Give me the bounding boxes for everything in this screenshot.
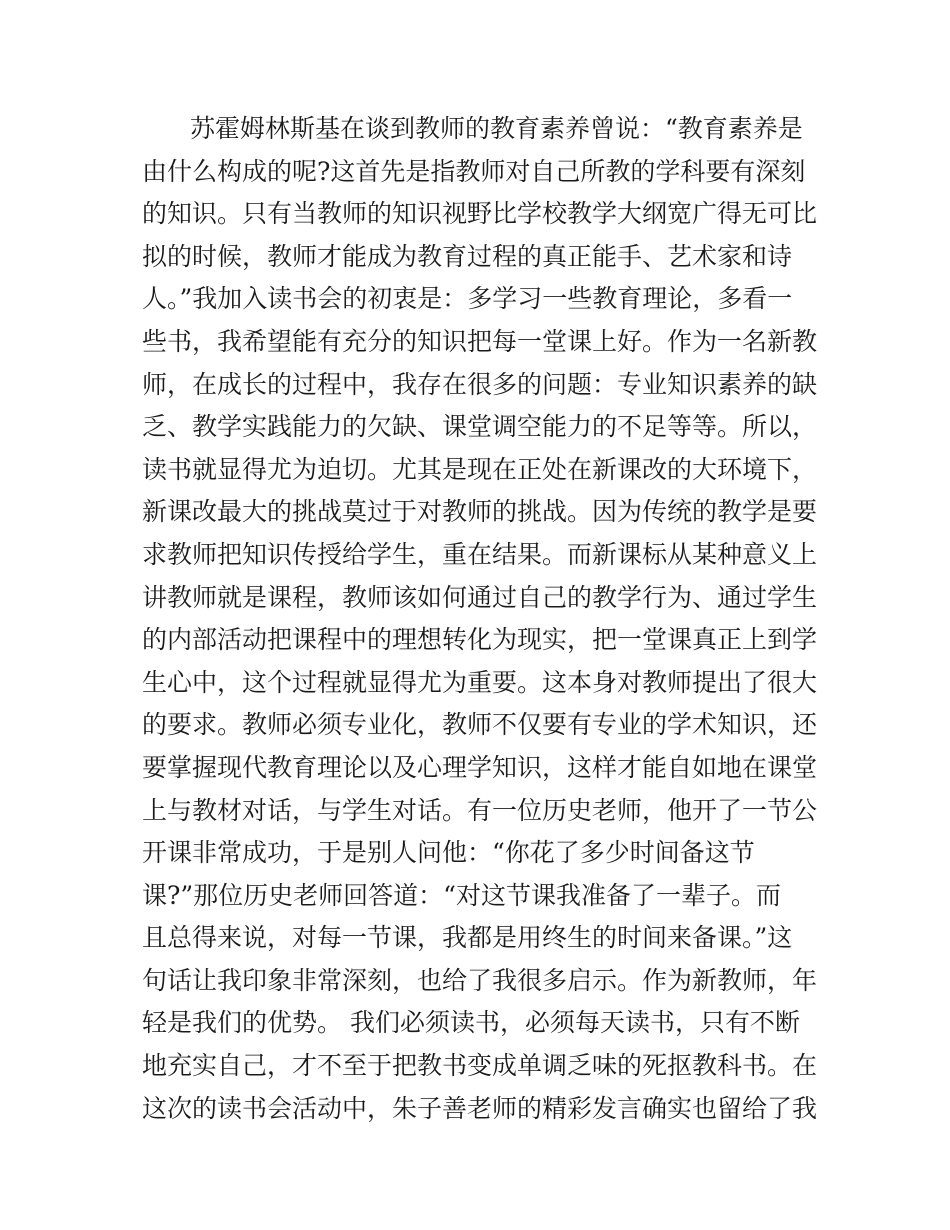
text-line: 讲教师就是课程，教师该如何通过自己的教学行为、通过学生 bbox=[142, 582, 818, 612]
text-line: 开课非常成功，于是别人问他：“你花了多少时间备这节 bbox=[142, 838, 755, 868]
text-line: 人。”我加入读书会的初衷是：多学习一些教育理论，多看一 bbox=[142, 284, 793, 314]
text-line: 的知识。只有当教师的知识视野比学校教学大纲宽广得无可比 bbox=[142, 199, 818, 229]
text-line: 乏、教学实践能力的欠缺、课堂调空能力的不足等等。所以， bbox=[142, 412, 818, 442]
text-line: 生心中，这个过程就显得尤为重要。这本身对教师提出了很大 bbox=[142, 667, 818, 697]
text-line: 要掌握现代教育理论以及心理学知识，这样才能自如地在课堂 bbox=[142, 752, 818, 782]
text-line: 读书就显得尤为迫切。尤其是现在正处在新课改的大环境下， bbox=[142, 454, 818, 484]
text-line: 苏霍姆林斯基在谈到教师的教育素养曾说：“教育素养是 bbox=[190, 114, 803, 143]
text-line: 上与教材对话，与学生对话。有一位历史老师，他开了一节公 bbox=[142, 795, 818, 825]
text-line: 的要求。教师必须专业化，教师不仅要有专业的学术知识，还 bbox=[142, 710, 818, 740]
text-line: 轻是我们的优势。 我们必须读书，必须每天读书，只有不断 bbox=[142, 1008, 800, 1038]
text-line: 拟的时候，教师才能成为教育过程的真正能手、艺术家和诗 bbox=[142, 241, 793, 271]
text-line: 这次的读书会活动中，朱子善老师的精彩发言确实也留给了我 bbox=[142, 1093, 818, 1123]
text-line: 句话让我印象非常深刻，也给了我很多启示。作为新教师，年 bbox=[142, 965, 818, 995]
text-line: 的内部活动把课程中的理想转化为现实，把一堂课真正上到学 bbox=[142, 625, 818, 655]
text-line: 地充实自己，才不至于把教书变成单调乏味的死抠教科书。在 bbox=[142, 1051, 818, 1081]
text-line: 些书，我希望能有充分的知识把每一堂课上好。作为一名新教 bbox=[142, 326, 818, 356]
text-line: 新课改最大的挑战莫过于对教师的挑战。因为传统的教学是要 bbox=[142, 497, 818, 527]
text-line: 由什么构成的呢?这首先是指教师对自己所教的学科要有深刻 bbox=[142, 156, 806, 186]
text-line: 求教师把知识传授给学生，重在结果。而新课标从某种意义上 bbox=[142, 539, 818, 569]
body-paragraph bbox=[142, 108, 822, 1130]
text-line: 课?”那位历史老师回答道：“对这节课我准备了一辈子。而 bbox=[142, 880, 781, 910]
text-line: 师，在成长的过程中，我存在很多的问题：专业知识素养的缺 bbox=[142, 369, 818, 399]
text-line: 且总得来说，对每一节课，我都是用终生的时间来备课。”这 bbox=[142, 923, 793, 953]
